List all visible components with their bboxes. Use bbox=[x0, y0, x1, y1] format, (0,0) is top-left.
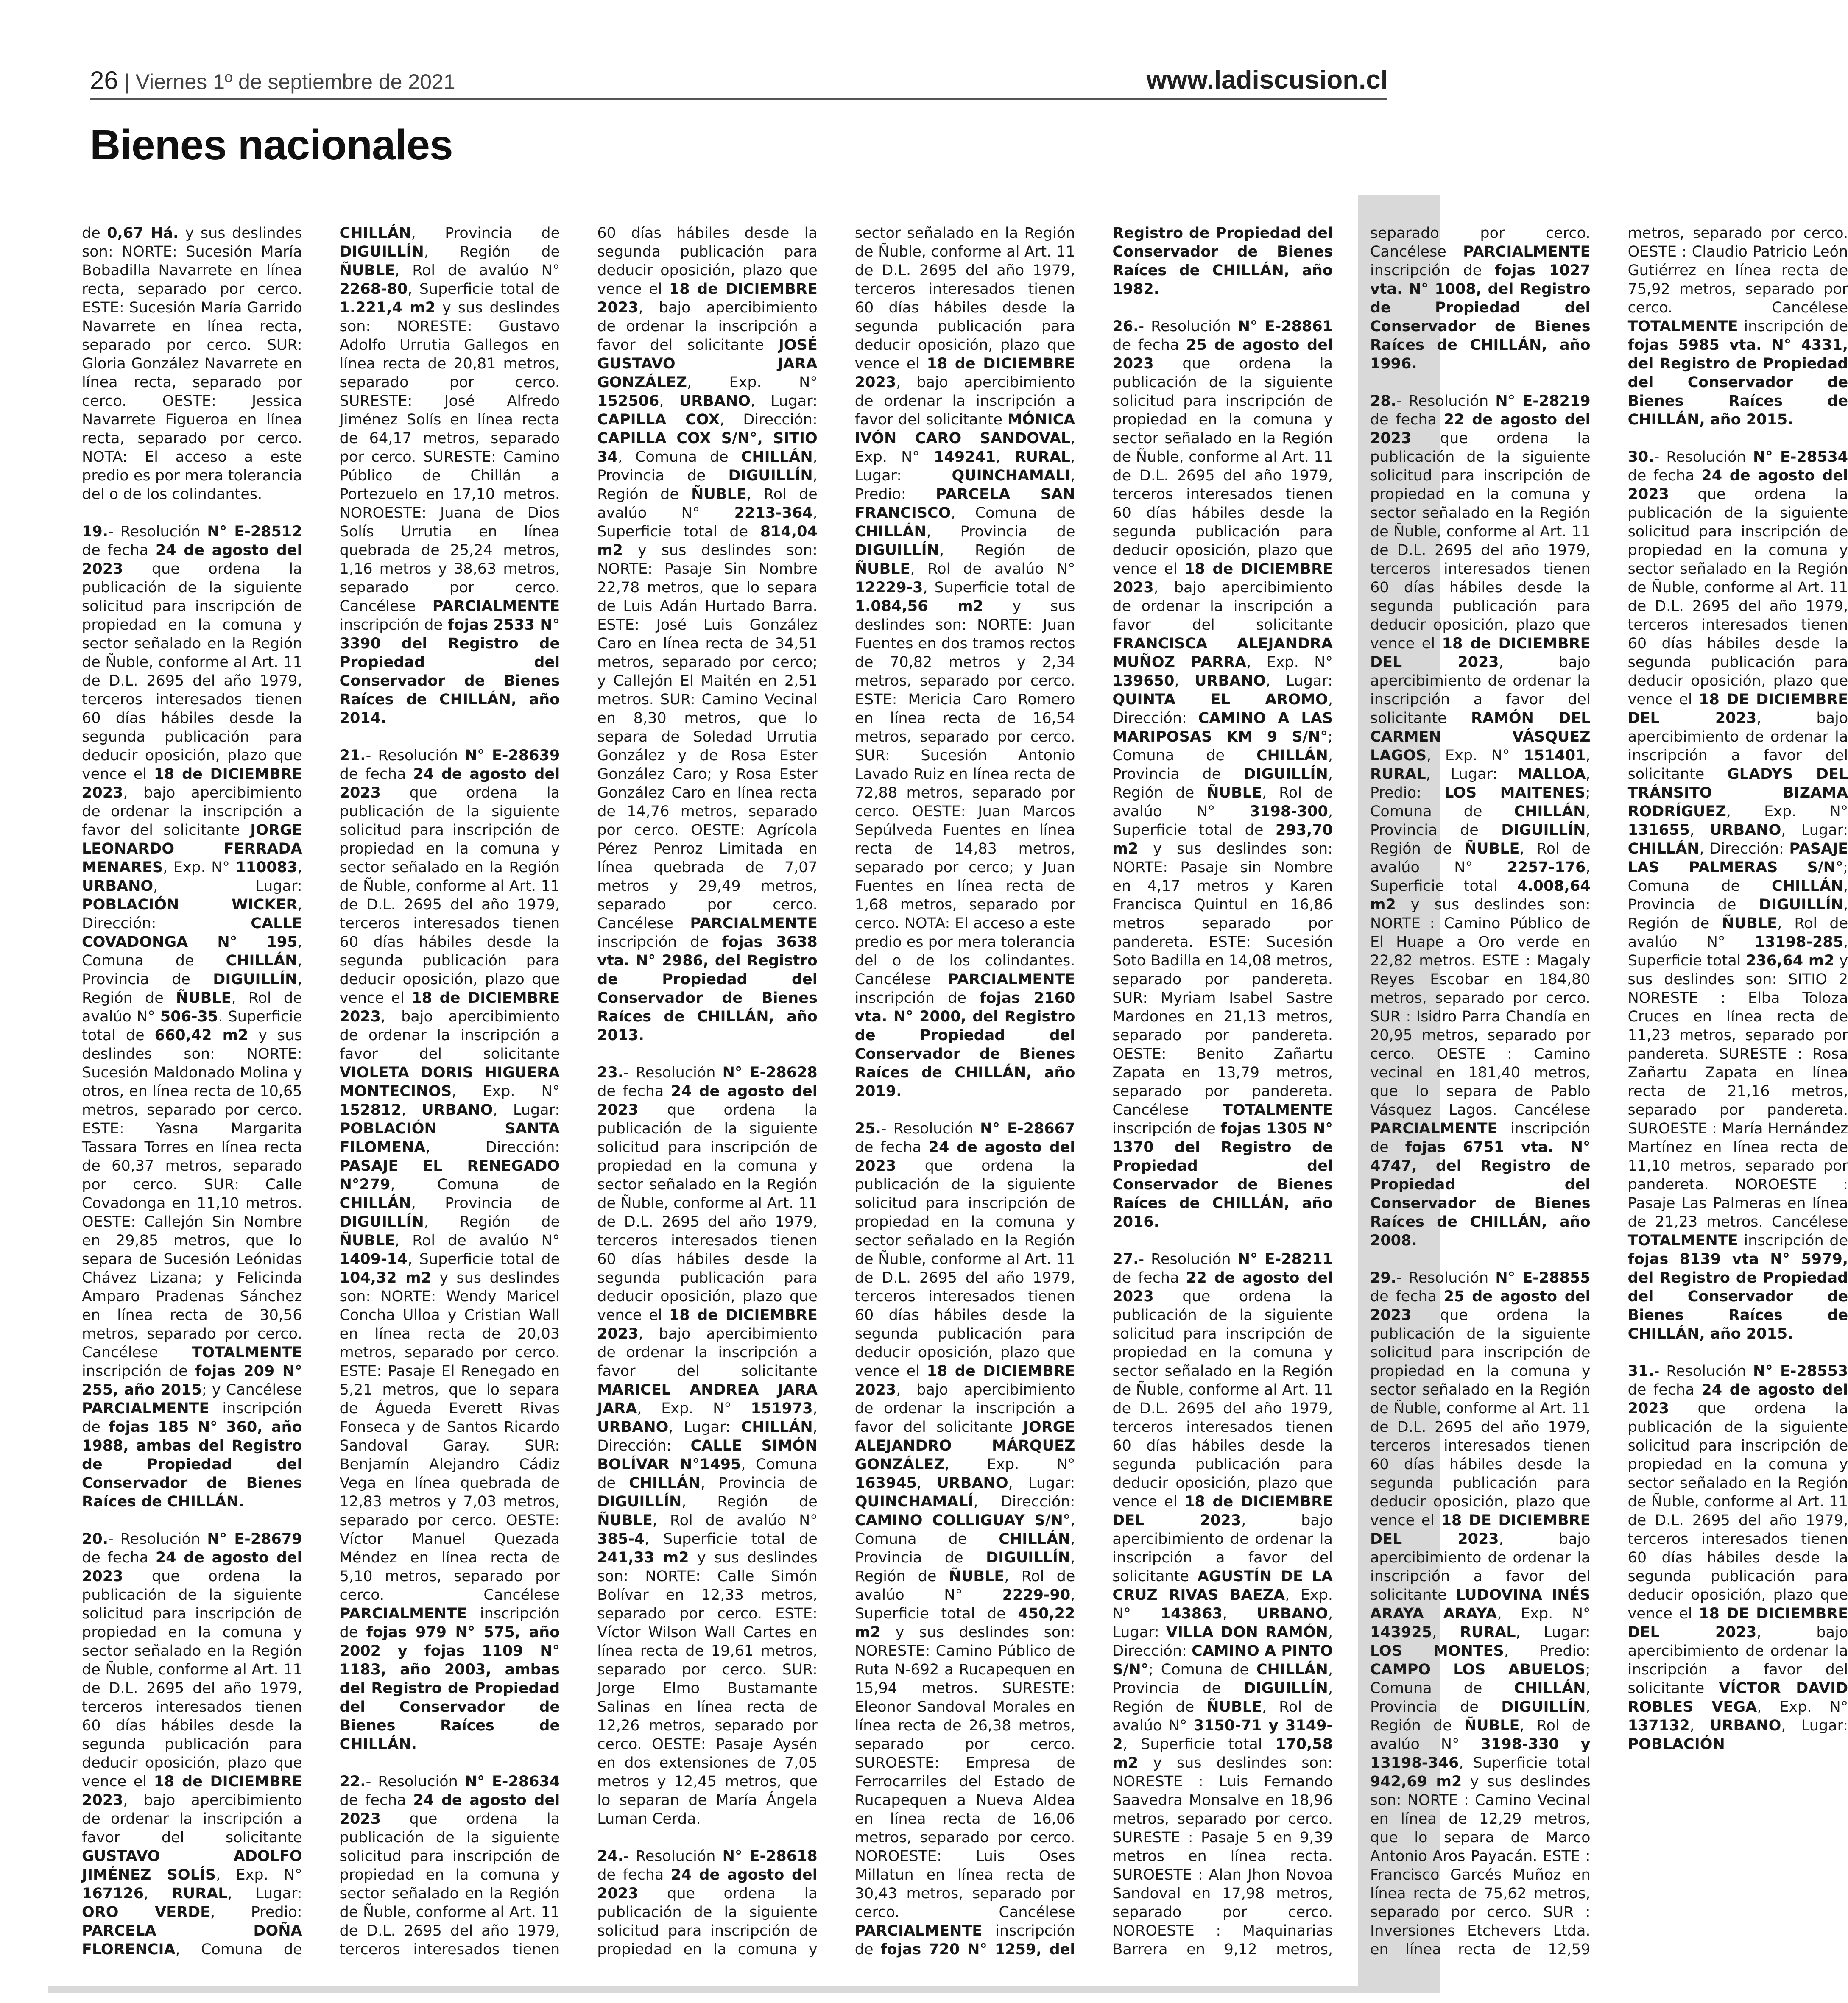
website-link[interactable]: www.ladiscusion.cl bbox=[1146, 65, 1388, 95]
notice-paragraph: 29.- Resolución N° E-28855 de fecha 25 de agosto del 2023 que ordena la publicación de la siguiente solicitud para inscripción de propiedad en la comuna y sector señalado en la Región de Ñuble, conforme al Art. 11 de D.L. 2695 del año 1979, terceros interesados tienen 60 días hábiles desde la segunda publicación para deducir oposición, plazo que vence el 18 DE DICIEMBRE DEL 2023, bajo apercibimiento de ordenar la inscripción a favor del solicitante LUDOVINA INÉS ARAYA ARAYA, Exp. N° 143925, RURAL, Lugar: LOS MONTES, Predio: CAMPO LOS ABUELOS; Comuna de CHILLÁN, Provincia de DIGUILLÍN, Región de ÑUBLE, Rol de avalúo N° 3198-330 y 13198-346, Superficie total 942,69 m2 y sus deslindes son: NORTE : Camino Vecinal en línea de 12,29 metros, que lo separa de Marco Antonio Aros Payacán. ESTE : Francisco Garcés Muñoz en línea recta de 75,62 metros, separado por cerco. SUR : Inversiones Etchevers Ltda. en línea recta de 12,59 metros, separado por cerco. OESTE : Claudio Patricio León Gutiérrez en línea recta de 75,92 metros, separado por cerco. Cancélese TOTALMENTE inscripción de fojas 5985 vta. N° 4331, del Registro de Propiedad del Conservador de Bienes Raíces de CHILLÁN, año 2015. bbox=[1370, 225, 1848, 1958]
page-number: 26 bbox=[90, 66, 118, 95]
page-folio bbox=[90, 68, 455, 93]
folio-separator: | bbox=[124, 70, 130, 94]
notices-sheet bbox=[48, 195, 1848, 1986]
header-divider bbox=[90, 98, 1387, 100]
notices-columns bbox=[82, 224, 1848, 1975]
notice-paragraph: 31.- Resolución N° E-28553 de fecha 24 de agosto del 2023 que ordena la publicación de la siguiente solicitud para inscripción de propiedad en la comuna y sector señalado en la Región de Ñuble, conforme al Art. 11 de D.L. 2695 del año 1979, terceros interesados tienen 60 días hábiles desde la segunda publicación para deducir oposición, plazo que vence el 18 DE DICIEMBRE DEL 2023, bajo apercibimiento de ordenar la inscripción a favor del solicitante VÍCTOR DAVID ROBLES VEGA, Exp. N° 137132, URBANO, Lugar: POBLACIÓN bbox=[1627, 1363, 1848, 1753]
notice-paragraph: 26.- Resolución N° E-28861 de fecha 25 de agosto del 2023 que ordena la publicación de la siguiente solicitud para inscripción de propiedad en la comuna y sector señalado en la Región de Ñuble, conforme al Art. 11 de D.L. 2695 del año 1979, terceros interesados tienen 60 días hábiles desde la segunda publicación para deducir oposición, plazo que vence el 18 de DICIEMBRE 2023, bajo apercibimiento de ordenar la inscripción a favor del solicitante FRANCISCA ALEJANDRA MUÑOZ PARRA, Exp. N° 139650, URBANO, Lugar: QUINTA EL AROMO, Dirección: CAMINO A LAS MARIPOSAS KM 9 S/N°; Comuna de CHILLÁN, Provincia de DIGUILLÍN, Región de ÑUBLE, Rol de avalúo N° 3198-300, Superficie total de 293,70 m2 y sus deslindes son: NORTE: Pasaje sin Nombre en 4,17 metros y Karen Francisca Quintul en 16,86 metros separado por pandereta. ESTE: Sucesión Soto Badilla en 14,08 metros, separado por pandereta. SUR: Myriam Isabel Sastre Mardones en 21,13 metros, separado por pandereta. OESTE: Benito Zañartu Zapata en 13,79 metros, separado por pandereta. Cancélese TOTALMENTE inscripción de fojas 1305 N° 1370 del Registro de Propiedad del Conservador de Bienes Raíces de CHILLÁN, año 2016. bbox=[1112, 318, 1333, 1230]
notice-paragraph: 22.- Resolución N° E-28634 de fecha 24 de agosto del 2023 que ordena la publicación de la siguiente solicitud para inscripción de propiedad en la comuna y sector señalado en la Región de Ñuble, conforme al Art. 11 de D.L. 2695 del año 1979, terceros interesados tienen 60 días hábiles desde la segunda publicación para deducir oposición, plazo que vence el 18 de DICIEMBRE 2023, bajo apercibimiento de ordenar la inscripción a favor del solicitante JOSÉ GUSTAVO JARA GONZÁLEZ, Exp. N° 152506, URBANO, Lugar: CAPILLA COX, Dirección: CAPILLA COX S/N°, SITIO 34, Comuna de CHILLÁN, Provincia de DIGUILLÍN, Región de ÑUBLE, Rol de avalúo N° 2213-364, Superficie total de 814,04 m2 y sus deslindes son: NORTE: Pasaje Sin Nombre 22,78 metros, que lo separa de Luis Adán Hurtado Barra. ESTE: José Luis González Caro en línea recta de 34,51 metros, separado por cerco; y Callejón El Maitén en 2,51 metros. SUR: Camino Vecinal en 8,30 metros, que lo separa de Soledad Urrutia González y de Rosa Ester González Caro; y Rosa Ester González Caro en línea recta de 14,76 metros, separado por cerco. OESTE: Agrícola Pérez Penroz Limitada en línea quebrada de 7,07 metros y 29,49 metros, separado por cerco. Cancélese PARCIALMENTE inscripción de fojas 3638 vta. N° 2986, del Registro de Propiedad del Conservador de Bienes Raíces de CHILLÁN, año 2013. bbox=[339, 225, 818, 1958]
notice-paragraph: 27.- Resolución N° E-28211 de fecha 22 de agosto del 2023 que ordena la publicación de la siguiente solicitud para inscripción de propiedad en la comuna y sector señalado en la Región de Ñuble, conforme al Art. 11 de D.L. 2695 del año 1979, terceros interesados tienen 60 días hábiles desde la segunda publicación para deducir oposición, plazo que vence el 18 de DICIEMBRE DEL 2023, bajo apercibimiento de ordenar la inscripción a favor del solicitante AGUSTÍN DE LA CRUZ RIVAS BAEZA, Exp. N° 143863, URBANO, Lugar: VILLA DON RAMÓN, Dirección: CAMINO A PINTO S/N°; Comuna de CHILLÁN, Provincia de DIGUILLÍN, Región de ÑUBLE, Rol de avalúo N° 3150-71 y 3149-2, Superficie total 170,58 m2 y sus deslindes son: NORESTE : Luis Fernando Saavedra Monsalve en 18,96 metros, separado por cerco. SURESTE : Pasaje 5 en 9,39 metros en línea recta. SUROESTE : Alan Jhon Novoa Sandoval en 17,98 metros, separado por cerco. NOROESTE : Maquinarias Barrera en 9,12 metros, separado por cerco. Cancélese PARCIALMENTE inscripción de fojas 1027 vta. N° 1008, del Registro de Propiedad del Conservador de Bienes Raíces de CHILLÁN, año 1996. bbox=[1112, 225, 1591, 1958]
notice-paragraph: 25.- Resolución N° E-28667 de fecha 24 de agosto del 2023 que ordena la publicación de la siguiente solicitud para inscripción de propiedad en la comuna y sector señalado en la Región de Ñuble, conforme al Art. 11 de D.L. 2695 del año 1979, terceros interesados tienen 60 días hábiles desde la segunda publicación para deducir oposición, plazo que vence el 18 de DICIEMBRE 2023, bajo apercibimiento de ordenar la inscripción a favor del solicitante JORGE ALEJANDRO MÁRQUEZ GONZÁLEZ, Exp. N° 163945, URBANO, Lugar: QUINCHAMALÍ, Dirección: CAMINO COLLIGUAY S/N°, Comuna de CHILLÁN, Provincia de DIGUILLÍN, Región de ÑUBLE, Rol de avalúo N° 2229-90, Superficie total de 450,22 m2 y sus deslindes son: NORESTE: Camino Público de Ruta N-692 a Rucapequen en 15,94 metros. SURESTE: Eleonor Sandoval Morales en línea recta de 26,38 metros, separado por cerco. SUROESTE: Empresa de Ferrocarriles del Estado de Rucapequen a Nueva Aldea en línea recta de 16,06 metros, separado por cerco. NOROESTE: Luis Oses Millatun en línea recta de 30,43 metros, separado por cerco. Cancélese PARCIALMENTE inscripción de fojas 720 N° 1259, del Registro de Propiedad del Conservador de Bienes Raíces de CHILLÁN, año 1982. bbox=[854, 225, 1333, 1958]
notice-paragraph: 20.- Resolución N° E-28679 de fecha 24 de agosto del 2023 que ordena la publicación de la siguiente solicitud para inscripción de propiedad en la comuna y sector señalado en la Región de Ñuble, conforme al Art. 11 de D.L. 2695 del año 1979, terceros interesados tienen 60 días hábiles desde la segunda publicación para deducir oposición, plazo que vence el 18 de DICIEMBRE 2023, bajo apercibimiento de ordenar la inscripción a favor del solicitante GUSTAVO ADOLFO JIMÉNEZ SOLÍS, Exp. N° 167126, RURAL, Lugar: ORO VERDE, Predio: PARCELA DOÑA FLORENCIA, Comuna de CHILLÁN, Provincia de DIGUILLÍN, Región de ÑUBLE, Rol de avalúo N° 2268-80, Superficie total de 1.221,4 m2 y sus deslindes son: NORESTE: Gustavo Adolfo Urrutia Gallegos en línea recta de 20,81 metros, separado por cerco. SURESTE: José Alfredo Jiménez Solís en línea recta de 64,17 metros, separado por cerco. SURESTE: Camino Público de Chillán a Portezuelo en 17,10 metros. NOROESTE: Juana de Dios Solís Urrutia en línea quebrada de 25,24 metros, 1,16 metros y 38,63 metros, separado por cerco. Cancélese PARCIALMENTE inscripción de fojas 2533 N° 3390 del Registro de Propiedad del Conservador de Bienes Raíces de CHILLÁN, año 2014. bbox=[82, 225, 560, 1958]
publication-date: Viernes 1º de septiembre de 2021 bbox=[135, 70, 455, 94]
section-title: Bienes nacionales bbox=[90, 121, 453, 169]
notice-paragraph: 30.- Resolución N° E-28534 de fecha 24 de agosto del 2023 que ordena la publicación de la siguiente solicitud para inscripción de propiedad en la comuna y sector señalado en la Región de Ñuble, conforme al Art. 11 de D.L. 2695 del año 1979, terceros interesados tienen 60 días hábiles desde la segunda publicación para deducir oposición, plazo que vence el 18 DE DICIEMBRE DEL 2023, bajo apercibimiento de ordenar la inscripción a favor del solicitante GLADYS DEL TRÁNSITO BIZAMA RODRÍGUEZ, Exp. N° 131655, URBANO, Lugar: CHILLÁN, Dirección: PASAJE LAS PALMERAS S/N°; Comuna de CHILLÁN, Provincia de DIGUILLÍN, Región de ÑUBLE, Rol de avalúo N° 13198-285, Superficie total 236,64 m2 y sus deslindes son: SITIO 2 NORESTE : Elba Toloza Cruces en línea recta de 11,23 metros, separado por pandereta. SURESTE : Rosa Zañartu Zapata en línea recta de 21,16 metros, separado por pandereta. SUROESTE : María Hernández Martínez en línea recta de 11,10 metros, separado por pandereta. NOROESTE : Pasaje Las Palmeras en línea de 21,23 metros. Cancélese TOTALMENTE inscripción de fojas 8139 vta N° 5979, del Registro de Propiedad del Conservador de Bienes Raíces de CHILLÁN, año 2015. bbox=[1627, 449, 1848, 1342]
notice-paragraph: 21.- Resolución N° E-28639 de fecha 24 de agosto del 2023 que ordena la publicación de la siguiente solicitud para inscripción de propiedad en la comuna y sector señalado en la Región de Ñuble, conforme al Art. 11 de D.L. 2695 del año 1979, terceros interesados tienen 60 días hábiles desde la segunda publicación para deducir oposición, plazo que vence el 18 de DICIEMBRE 2023, bajo apercibimiento de ordenar la inscripción a favor del solicitante VIOLETA DORIS HIGUERA MONTECINOS, Exp. N° 152812, URBANO, Lugar: POBLACIÓN SANTA FILOMENA, Dirección: PASAJE EL RENEGADO N°279, Comuna de CHILLÁN, Provincia de DIGUILLÍN, Región de ÑUBLE, Rol de avalúo N° 1409-14, Superficie total de 104,32 m2 y sus deslindes son: NORTE: Wendy Maricel Concha Ulloa y Cristian Wall en línea recta de 20,03 metros, separado por cerco. ESTE: Pasaje El Renegado en 5,21 metros, que lo separa de Águeda Everett Rivas Fonseca y de Santos Ricardo Sandoval Garay. SUR: Benjamín Alejandro Cádiz Vega en línea quebrada de 12,83 metros y 7,03 metros, separado por cerco. OESTE: Víctor Manuel Quezada Méndez en línea recta de 5,10 metros, separado por cerco. Cancélese PARCIALMENTE inscripción de fojas 979 N° 575, año 2002 y fojas 1109 N° 1183, año 2003, ambas del Registro de Propiedad del Conservador de Bienes Raíces de CHILLÁN. bbox=[339, 747, 560, 1753]
notice-paragraph: de 0,67 Há. y sus deslindes son: NORTE: Sucesión María Bobadilla Navarrete en línea recta, separado por cerco. ESTE: Sucesión María Garrido Navarrete en línea recta, separado por cerco. SUR: Gloria González Navarrete en línea recta, separado por cerco. OESTE: Jessica Navarrete Figueroa en línea recta, separado por cerco. NOTA: El acceso a este predio es por mera tolerancia del o de los colindantes. bbox=[82, 225, 302, 503]
notice-paragraph: 24.- Resolución N° E-28618 de fecha 24 de agosto del 2023 que ordena la publicación de la siguiente solicitud para inscripción de propiedad en la comuna y sector señalado en la Región de Ñuble, conforme al Art. 11 de D.L. 2695 del año 1979, terceros interesados tienen 60 días hábiles desde la segunda publicación para deducir oposición, plazo que vence el 18 de DICIEMBRE 2023, bajo apercibimiento de ordenar la inscripción a favor del solicitante MÓNICA IVÓN CARO SANDOVAL, Exp. N° 149241, RURAL, Lugar: QUINCHAMALI, Predio: PARCELA SAN FRANCISCO, Comuna de CHILLÁN, Provincia de DIGUILLÍN, Región de ÑUBLE, Rol de avalúo N° 12229-3, Superficie total de 1.084,56 m2 y sus deslindes son: NORTE: Juan Fuentes en dos tramos rectos de 70,82 metros y 2,34 metros, separado por cerco. ESTE: Mericia Caro Romero en línea recta de 16,54 metros, separado por cerco. SUR: Sucesión Antonio Lavado Ruiz en línea recta de 72,88 metros, separado por cerco. OESTE: Juan Marcos Sepúlveda Fuentes en línea recta de 14,83 metros, separado por cerco; y Juan Fuentes en línea recta de 1,68 metros, separado por cerco. NOTA: El acceso a este predio es por mera tolerancia del o de los colindantes. Cancélese PARCIALMENTE inscripción de fojas 2160 vta. N° 2000, del Registro de Propiedad del Conservador de Bienes Raíces de CHILLÁN, año 2019. bbox=[597, 225, 1075, 1958]
notice-paragraph: 23.- Resolución N° E-28628 de fecha 24 de agosto del 2023 que ordena la publicación de la siguiente solicitud para inscripción de propiedad en la comuna y sector señalado en la Región de Ñuble, conforme al Art. 11 de D.L. 2695 del año 1979, terceros interesados tienen 60 días hábiles desde la segunda publicación para deducir oposición, plazo que vence el 18 de DICIEMBRE 2023, bajo apercibimiento de ordenar la inscripción a favor del solicitante MARICEL ANDREA JARA JARA, Exp. N° 151973, URBANO, Lugar: CHILLÁN, Dirección: CALLE SIMÓN BOLÍVAR N°1495, Comuna de CHILLÁN, Provincia de DIGUILLÍN, Región de ÑUBLE, Rol de avalúo N° 385-4, Superficie total de 241,33 m2 y sus deslindes son: NORTE: Calle Simón Bolívar en 12,33 metros, separado por cerco. ESTE: Víctor Wilson Wall Cartes en línea recta de 19,61 metros, separado por cerco. SUR: Jorge Elmo Bustamante Salinas en línea recta de 12,26 metros, separado por cerco. OESTE: Pasaje Aysén en dos extensiones de 7,05 metros y 12,45 metros, que lo separan de María Ángela Luman Cerda. bbox=[597, 1064, 818, 1827]
notice-paragraph: 19.- Resolución N° E-28512 de fecha 24 de agosto del 2023 que ordena la publicación de la siguiente solicitud para inscripción de propiedad en la comuna y sector señalado en la Región de Ñuble, conforme al Art. 11 de D.L. 2695 del año 1979, terceros interesados tienen 60 días hábiles desde la segunda publicación para deducir oposición, plazo que vence el 18 de DICIEMBRE 2023, bajo apercibimiento de ordenar la inscripción a favor del solicitante JORGE LEONARDO FERRADA MENARES, Exp. N° 110083, URBANO, Lugar: POBLACIÓN WICKER, Dirección: CALLE COVADONGA N° 195, Comuna de CHILLÁN, Provincia de DIGUILLÍN, Región de ÑUBLE, Rol de avalúo N° 506-35. Superficie total de 660,42 m2 y sus deslindes son: NORTE: Sucesión Maldonado Molina y otros, en línea recta de 10,65 metros, separado por cerco. ESTE: Yasna Margarita Tassara Torres en línea recta de 60,37 metros, separado por cerco. SUR: Calle Covadonga en 11,10 metros. OESTE: Callejón Sin Nombre en 29,85 metros, que lo separa de Sucesión Leónidas Chávez Lizana; y Felicinda Amparo Pradenas Sánchez en línea recta de 30,56 metros, separado por cerco. Cancélese TOTALMENTE inscripción de fojas 209 N° 255, año 2015; y Cancélese PARCIALMENTE inscripción de fojas 185 N° 360, año 1988, ambas del Registro de Propiedad del Conservador de Bienes Raíces de CHILLÁN. bbox=[82, 523, 302, 1510]
notices-panel bbox=[48, 195, 1848, 1993]
notice-paragraph: 28.- Resolución N° E-28219 de fecha 22 de agosto del 2023 que ordena la publicación de la siguiente solicitud para inscripción de propiedad en la comuna y sector señalado en la Región de Ñuble, conforme al Art. 11 de D.L. 2695 del año 1979, terceros interesados tienen 60 días hábiles desde la segunda publicación para deducir oposición, plazo que vence el 18 de DICIEMBRE DEL 2023, bajo apercibimiento de ordenar la inscripción a favor del solicitante RAMÓN DEL CARMEN VÁSQUEZ LAGOS, Exp. N° 151401, RURAL, Lugar: MALLOA, Predio: LOS MAITENES; Comuna de CHILLÁN, Provincia de DIGUILLÍN, Región de ÑUBLE, Rol de avalúo N° 2257-176, Superficie total 4.008,64 m2 y sus deslindes son: NORTE : Camino Público de El Huape a Oro verde en 22,82 metros. ESTE : Magaly Reyes Escobar en 184,80 metros, separado por cerco. SUR : Isidro Parra Chandía en 20,95 metros, separado por cerco. OESTE : Camino vecinal en 181,40 metros, que lo separa de Pablo Vásquez Lagos. Cancélese PARCIALMENTE inscripción de fojas 6751 vta. N° 4747, del Registro de Propiedad del Conservador de Bienes Raíces de CHILLÁN, año 2008. bbox=[1370, 393, 1591, 1249]
page-header bbox=[0, 0, 1447, 195]
